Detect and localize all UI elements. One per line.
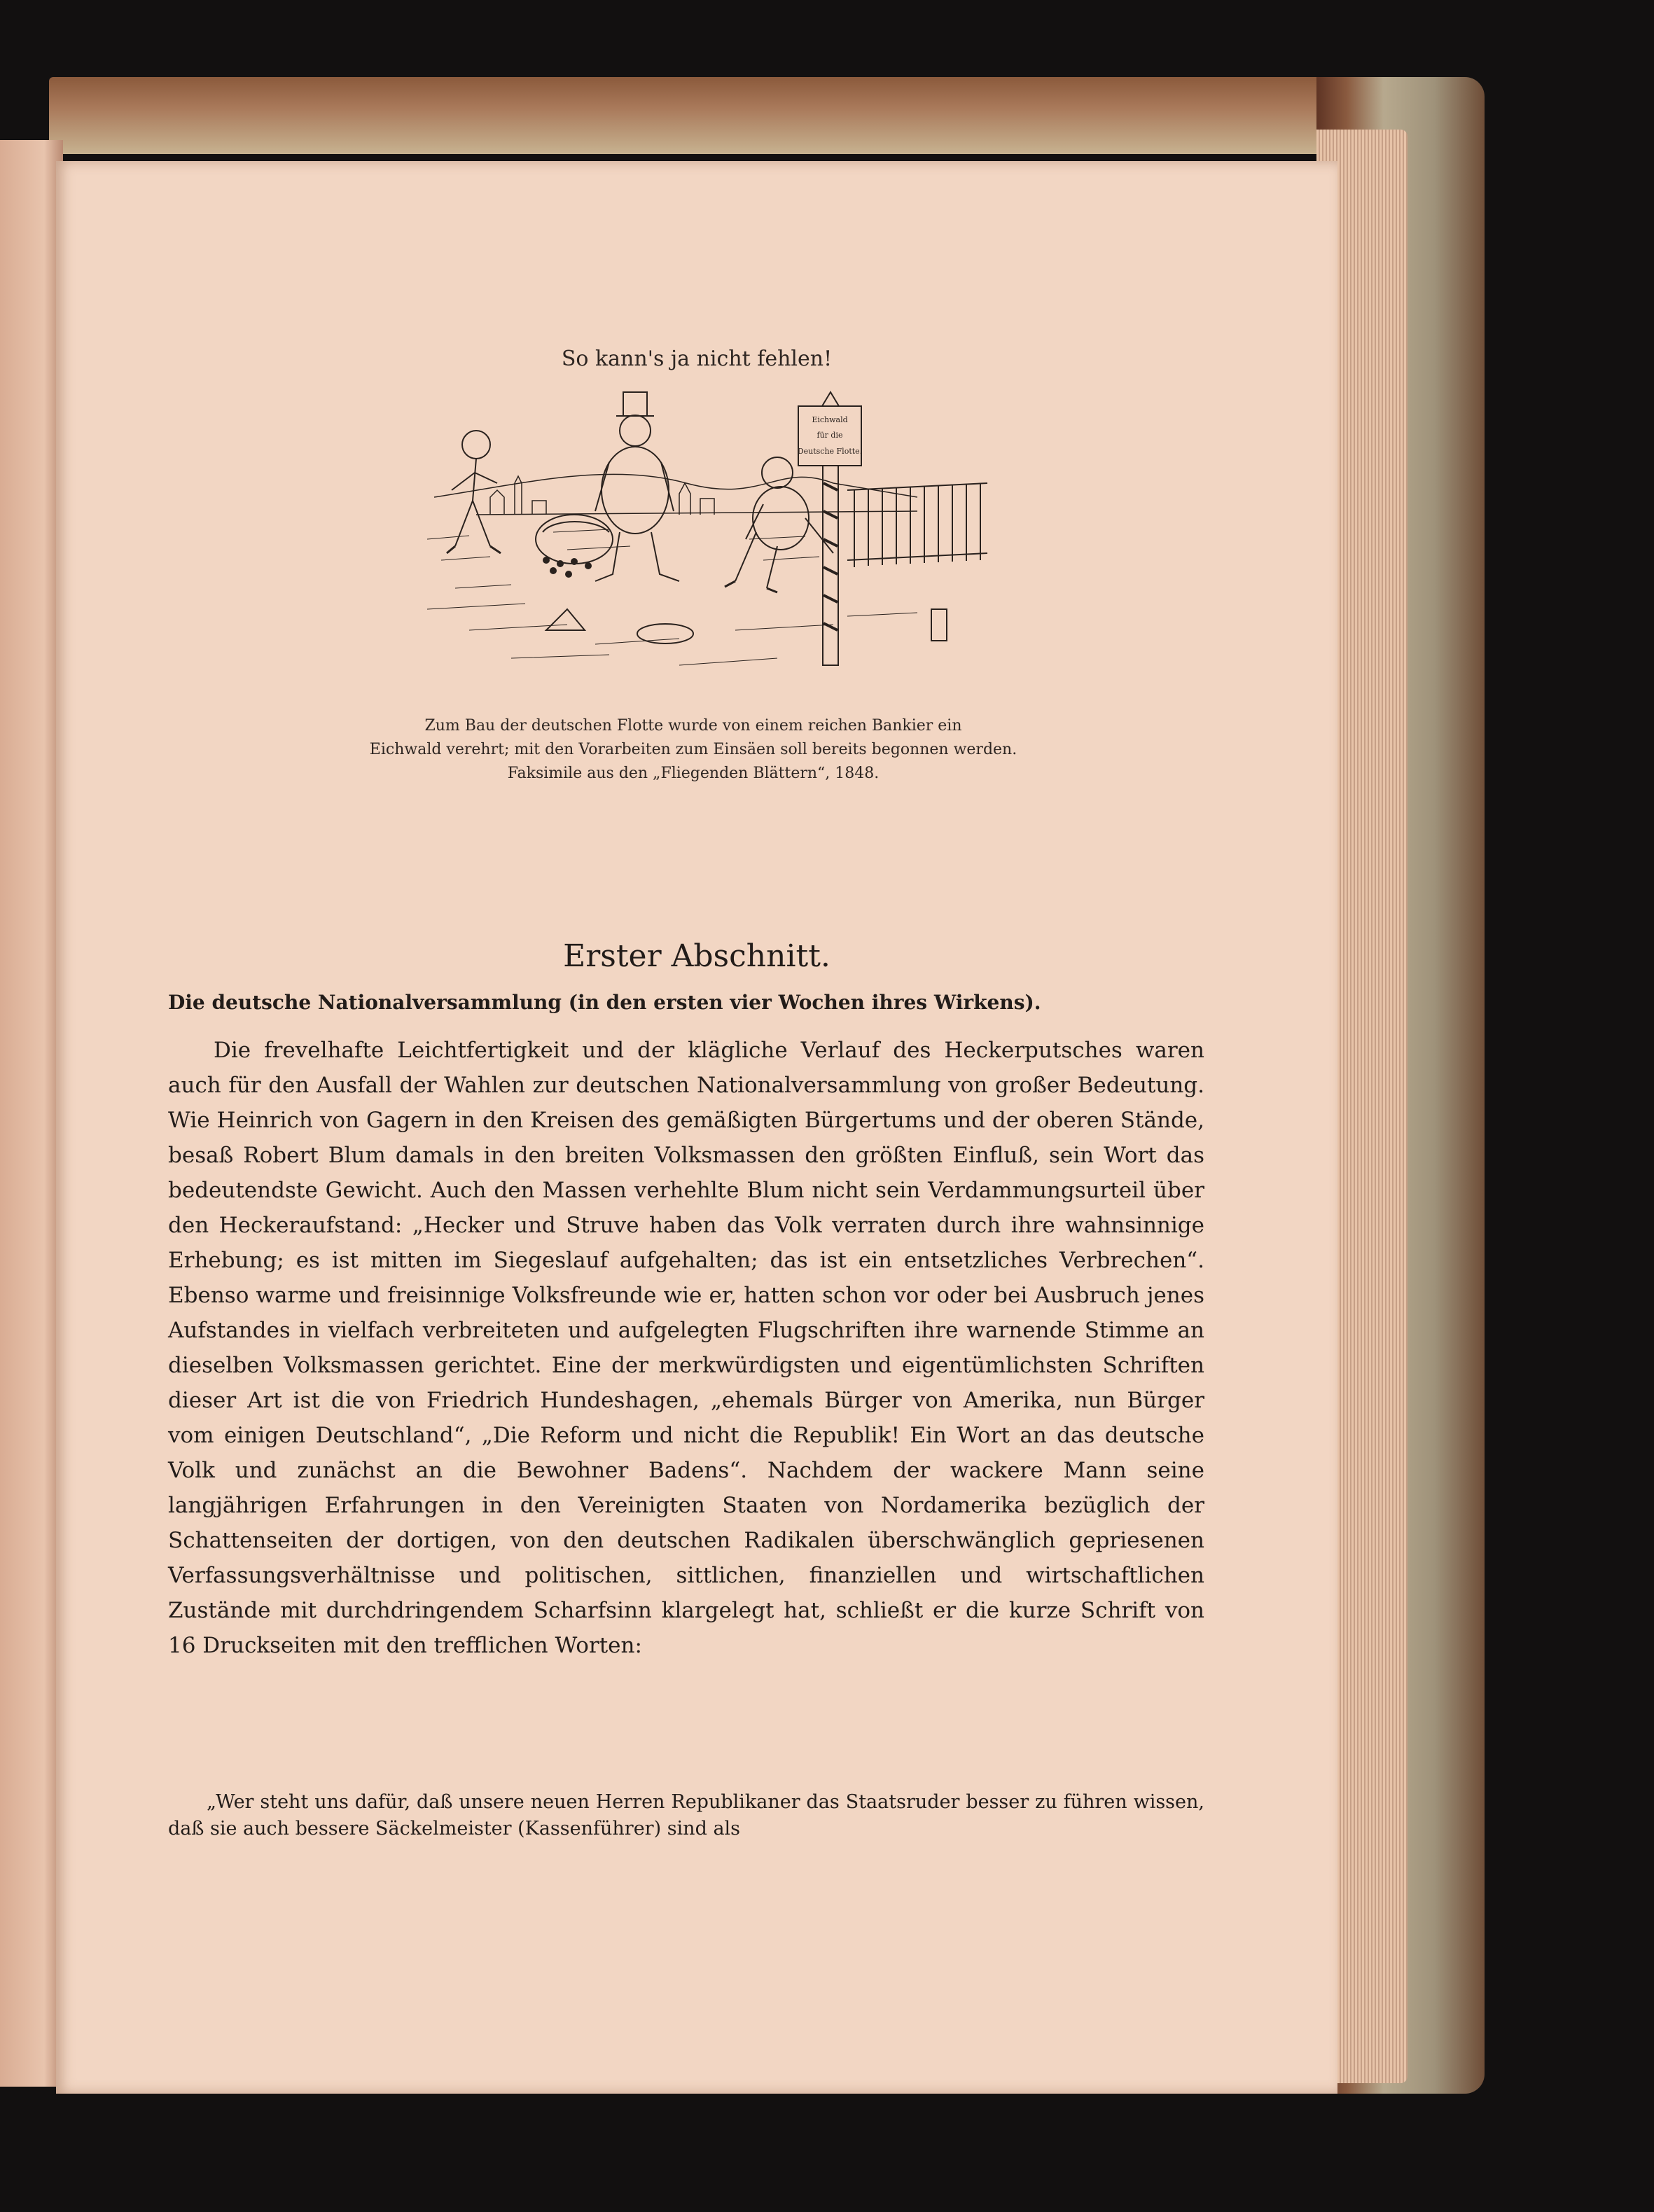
book-page: [56, 161, 1337, 2094]
cartoon-illustration: [385, 378, 1001, 700]
quote-paragraph: „Wer steht uns dafür, daß unsere neuen Herren Republikaner das Staatsruder besser zu führen wissen, daß sie auch bessere Säckelmeister (Kassenführer) sind als: [168, 1791, 1204, 1839]
body-paragraph: Die frevelhafte Leichtfertigkeit und der klägliche Verlauf des Heckerputsches waren auch für den Ausfall der Wahlen zur deutschen Nationalversammlung von großer Bedeutung. Wie Heinrich von Gagern in den Kreisen des gemäßigten Bürgertums und der oberen Stände, besaß Robert Blum damals in den breiten Volksmassen den größten Einfluß, sein Wort das bedeutendste Gewicht. Auch den Massen verhehlte Blum nicht sein Verdammungsurteil über den Heckeraufstand: „Hecker und Struve haben das Volk verraten durch ihre wahnsinnige Erhebung; es ist mitten im Siegeslauf aufgehalten; das ist ein entsetzliches Verbrechen“. Ebenso warme und freisinnige Volksfreunde wie er, hatten schon vor oder bei Ausbruch jenes Aufstandes in vielfach verbreiteten und aufgelegten Flugschriften ihre warnende Stimme an dieselben Volksmassen gerichtet. Eine der merkwürdigsten und eigentümlichsten Schriften dieser Art ist die von Friedrich Hundeshagen, „ehemals Bürger von Amerika, nun Bürger vom einigen Deutschland“, „Die Reform und nicht die Republik! Ein Wort an das deutsche Volk und zunächst an die Bewohner Badens“. Nachdem der wackere Mann seine langjährigen Erfahrungen in den Vereinigten Staaten von Nordamerika bezüglich der Schattenseiten der dortigen, von den deutschen Radikalen überschwänglich gepriesenen Verfassungsverhältnisse und politischen, sittlichen, finanziellen und wirtschaftlichen Zustände mit durchdringendem Scharfsinn klargelegt hat, schließt er die kurze Schrift von 16 Druckseiten mit den trefflichen Worten:: [168, 1038, 1204, 1658]
figure: [56, 161, 1337, 833]
section-title: Erster Abschnitt.: [563, 938, 831, 974]
section-subheading: Die deutsche Nationalversammlung (in den ersten vier Wochen ihres Wirkens).: [168, 991, 1041, 1014]
caption-line-1: Zum Bau der deutschen Flotte wurde von einem reichen Bankier ein: [424, 717, 962, 735]
sign-line-3: Deutsche Flotte.: [797, 447, 863, 456]
caption-line-2: Eichwald verehrt; mit den Vorarbeiten zum Einsäen soll bereits begonnen werden.: [369, 741, 1017, 758]
sign-line-2: für die: [816, 431, 843, 440]
figure-caption: [238, 714, 1148, 786]
body-text: [168, 1033, 1204, 1663]
book-cover-top: [49, 77, 1380, 154]
caption-line-3: Faksimile aus den „Fliegenden Blättern“, 1848.: [507, 765, 880, 782]
figure-title: So kann's ja nicht fehlen!: [561, 347, 833, 371]
sign-line-1: Eichwald: [812, 415, 848, 424]
facing-page-edge: [0, 140, 63, 2087]
